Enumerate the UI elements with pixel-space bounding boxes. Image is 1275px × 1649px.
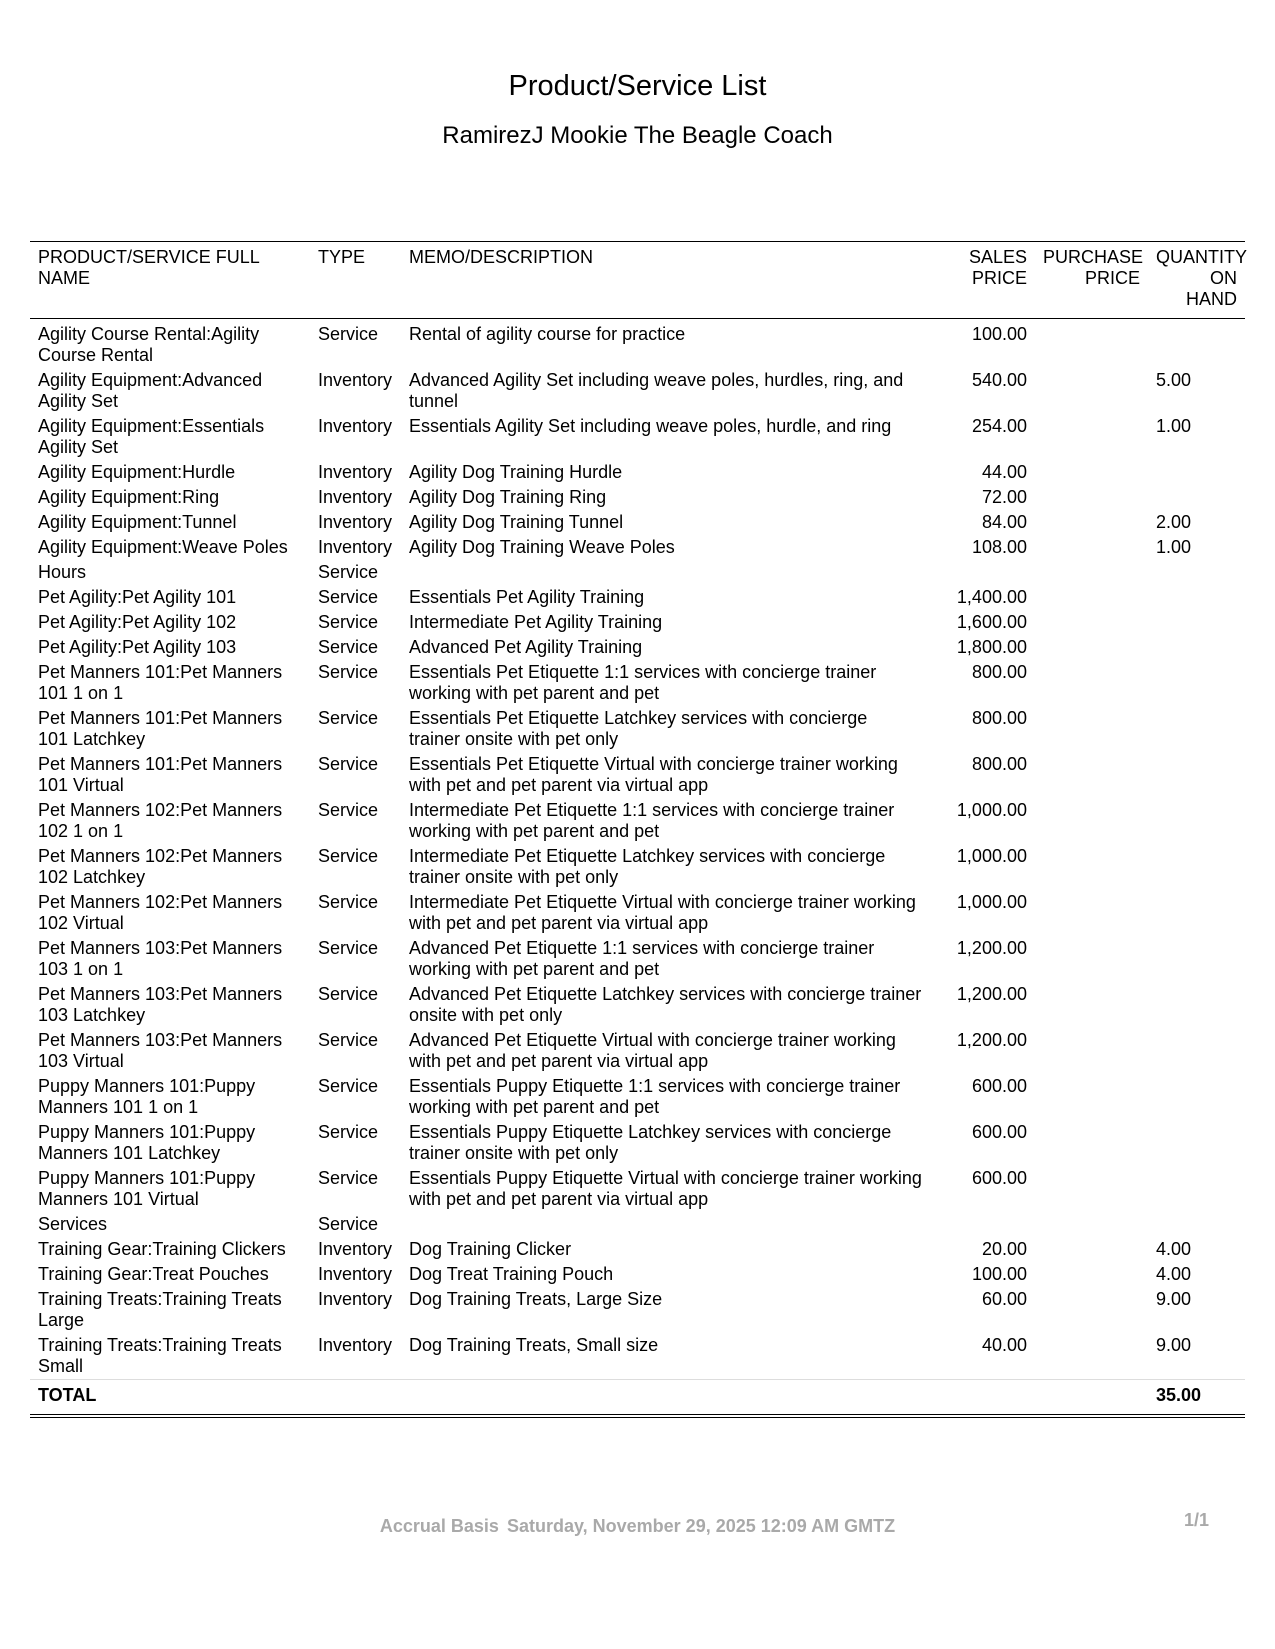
table-row: [30, 319, 1245, 369]
cell-name: Pet Manners 103:Pet Manners 103 1 on 1: [38, 938, 283, 979]
table-row: [30, 1287, 1245, 1333]
cell-memo: Essentials Puppy Etiquette Virtual with concierge trainer working with pet and pet parent via virtual app: [409, 1168, 922, 1209]
table-row: [30, 1237, 1245, 1262]
table-row: [30, 460, 1245, 485]
cell-memo: Dog Training Treats, Large Size: [409, 1289, 663, 1309]
table-row: [30, 706, 1245, 752]
cell-memo: Essentials Pet Etiquette Latchkey services with concierge trainer onsite with pet only: [409, 708, 868, 749]
table-row: [30, 585, 1245, 610]
cell-quantity-on-hand: 1.00: [1156, 416, 1192, 436]
cell-quantity-on-hand: [1148, 890, 1245, 936]
cell-quantity-on-hand: [1148, 1074, 1245, 1120]
table-row: [30, 485, 1245, 510]
cell-name: Training Treats:Training Treats Large: [38, 1289, 282, 1330]
cell-sales-price: 100.00: [971, 1264, 1027, 1284]
total-row: [30, 1380, 1245, 1417]
accounting-basis: Accrual Basis: [379, 1516, 499, 1536]
report-timestamp: Saturday, November 29, 2025 12:09 AM GMTZ: [506, 1516, 896, 1536]
cell-memo: Advanced Pet Etiquette Virtual with concierge trainer working with pet and pet parent via virtual app: [409, 1030, 896, 1071]
cell-quantity-on-hand: 9.00: [1156, 1335, 1192, 1355]
table-footer: [30, 1380, 1245, 1417]
cell-type: Inventory: [318, 512, 393, 532]
cell-memo: Essentials Pet Etiquette 1:1 services with concierge trainer working with pet parent and pet: [409, 662, 877, 703]
table-row: [30, 414, 1245, 460]
column-header-type: TYPE: [310, 242, 401, 319]
cell-quantity-on-hand: [1148, 319, 1245, 369]
cell-quantity-on-hand: 4.00: [1156, 1239, 1192, 1259]
cell-quantity-on-hand: 5.00: [1156, 370, 1192, 390]
total-sales-cell: [931, 1380, 1035, 1417]
cell-type: Inventory: [318, 1264, 393, 1284]
cell-sales-price: 1,200.00: [956, 984, 1027, 1004]
cell-memo: Essentials Pet Etiquette Virtual with concierge trainer working with pet and pet parent via virtual app: [409, 754, 898, 795]
cell-quantity-on-hand: [1148, 936, 1245, 982]
table-row: [30, 510, 1245, 535]
table-row: [30, 1333, 1245, 1380]
cell-memo: [401, 560, 931, 585]
table-row: [30, 560, 1245, 585]
table-row: [30, 798, 1245, 844]
cell-type: Service: [318, 892, 379, 912]
cell-sales-price: 20.00: [981, 1239, 1027, 1259]
table-row: [30, 610, 1245, 635]
cell-memo: Agility Dog Training Tunnel: [409, 512, 624, 532]
table-row: [30, 535, 1245, 560]
cell-name: Hours: [38, 562, 87, 582]
cell-sales-price: 800.00: [971, 662, 1027, 682]
cell-name: Agility Equipment:Weave Poles: [38, 537, 288, 557]
cell-name: Pet Manners 102:Pet Manners 102 1 on 1: [38, 800, 283, 841]
cell-quantity-on-hand: [1148, 1120, 1245, 1166]
cell-memo: Essentials Agility Set including weave poles, hurdle, and ring: [409, 416, 892, 436]
cell-purchase-price: [1035, 1074, 1148, 1120]
cell-quantity-on-hand: 4.00: [1156, 1264, 1192, 1284]
total-quantity: 35.00: [1148, 1380, 1245, 1417]
cell-type: Inventory: [318, 370, 393, 390]
cell-memo: Intermediate Pet Etiquette Latchkey services with concierge trainer onsite with pet only: [409, 846, 886, 887]
cell-quantity-on-hand: [1148, 1212, 1245, 1237]
cell-type: Service: [318, 708, 379, 728]
cell-purchase-price: [1035, 460, 1148, 485]
cell-sales-price: 1,000.00: [956, 846, 1027, 866]
cell-name: Agility Equipment:Ring: [38, 487, 220, 507]
cell-name: Pet Manners 101:Pet Manners 101 1 on 1: [38, 662, 283, 703]
cell-name: Pet Manners 103:Pet Manners 103 Latchkey: [38, 984, 283, 1025]
cell-purchase-price: [1035, 319, 1148, 369]
table-row: [30, 635, 1245, 660]
table-row: [30, 982, 1245, 1028]
cell-purchase-price: [1035, 1262, 1148, 1287]
cell-type: Service: [318, 1076, 379, 1096]
column-header-quantity-on-hand: QUANTITY ON HAND: [1148, 242, 1245, 319]
cell-memo: Agility Dog Training Weave Poles: [409, 537, 675, 557]
cell-type: Inventory: [318, 1239, 393, 1259]
cell-name: Pet Manners 103:Pet Manners 103 Virtual: [38, 1030, 283, 1071]
cell-quantity-on-hand: [1148, 635, 1245, 660]
cell-purchase-price: [1035, 982, 1148, 1028]
cell-sales-price: 84.00: [981, 512, 1027, 532]
cell-memo: Agility Dog Training Hurdle: [409, 462, 623, 482]
cell-sales-price: 540.00: [971, 370, 1027, 390]
column-header-name: PRODUCT/SERVICE FULL NAME: [30, 242, 310, 319]
cell-quantity-on-hand: 1.00: [1156, 537, 1192, 557]
column-header-sales-price: SALES PRICE: [931, 242, 1035, 319]
cell-sales-price: 1,600.00: [956, 612, 1027, 632]
report-footer: [0, 1516, 1275, 1537]
cell-quantity-on-hand: 2.00: [1156, 512, 1192, 532]
cell-type: Inventory: [318, 462, 393, 482]
cell-sales-price: 60.00: [981, 1289, 1027, 1309]
cell-sales-price: 800.00: [971, 754, 1027, 774]
total-label: TOTAL: [30, 1380, 310, 1417]
cell-purchase-price: [1035, 1166, 1148, 1212]
cell-type: Inventory: [318, 537, 393, 557]
cell-memo: Intermediate Pet Etiquette Virtual with concierge trainer working with pet and pet parent via virtual app: [409, 892, 916, 933]
cell-purchase-price: [1035, 635, 1148, 660]
total-memo-cell: [401, 1380, 931, 1417]
cell-purchase-price: [1035, 1212, 1148, 1237]
cell-type: Service: [318, 1030, 379, 1050]
cell-sales-price: 72.00: [981, 487, 1027, 507]
cell-memo: Advanced Agility Set including weave poles, hurdles, ring, and tunnel: [409, 370, 904, 411]
cell-sales-price: 1,200.00: [956, 1030, 1027, 1050]
cell-name: Pet Manners 102:Pet Manners 102 Virtual: [38, 892, 283, 933]
cell-name: Training Gear:Treat Pouches: [38, 1264, 269, 1284]
company-name: RamirezJ Mookie The Beagle Coach: [442, 122, 833, 149]
cell-type: Service: [318, 637, 379, 657]
cell-name: Pet Manners 101:Pet Manners 101 Latchkey: [38, 708, 283, 749]
cell-type: Service: [318, 800, 379, 820]
cell-memo: Intermediate Pet Etiquette 1:1 services with concierge trainer working with pet parent and pet: [409, 800, 895, 841]
cell-purchase-price: [1035, 368, 1148, 414]
cell-sales-price: 44.00: [981, 462, 1027, 482]
cell-quantity-on-hand: [1148, 752, 1245, 798]
cell-purchase-price: [1035, 752, 1148, 798]
cell-quantity-on-hand: [1148, 485, 1245, 510]
cell-purchase-price: [1035, 1333, 1148, 1380]
table-row: [30, 1028, 1245, 1074]
cell-memo: Dog Treat Training Pouch: [409, 1264, 614, 1284]
cell-type: Service: [318, 938, 379, 958]
table-row: [30, 890, 1245, 936]
cell-type: Service: [318, 1168, 379, 1188]
cell-sales-price: 1,000.00: [956, 800, 1027, 820]
table-row: [30, 660, 1245, 706]
cell-memo: Essentials Pet Agility Training: [409, 587, 645, 607]
cell-sales-price: 800.00: [971, 708, 1027, 728]
cell-name: Agility Equipment:Hurdle: [38, 462, 236, 482]
cell-purchase-price: [1035, 485, 1148, 510]
cell-memo: [401, 1212, 931, 1237]
cell-type: Service: [318, 562, 379, 582]
cell-memo: Essentials Puppy Etiquette Latchkey services with concierge trainer onsite with pet only: [409, 1122, 892, 1163]
cell-quantity-on-hand: [1148, 1166, 1245, 1212]
cell-name: Agility Course Rental:Agility Course Rental: [38, 324, 260, 365]
cell-type: Service: [318, 1214, 379, 1234]
cell-quantity-on-hand: [1148, 610, 1245, 635]
cell-quantity-on-hand: [1148, 560, 1245, 585]
cell-name: Training Gear:Training Clickers: [38, 1239, 286, 1259]
cell-name: Pet Manners 102:Pet Manners 102 Latchkey: [38, 846, 283, 887]
cell-name: Training Treats:Training Treats Small: [38, 1335, 282, 1376]
cell-purchase-price: [1035, 706, 1148, 752]
cell-sales-price: [931, 1212, 1035, 1237]
cell-memo: Agility Dog Training Ring: [409, 487, 607, 507]
cell-type: Service: [318, 612, 379, 632]
cell-purchase-price: [1035, 660, 1148, 706]
table-row: [30, 1166, 1245, 1212]
table-row: [30, 1074, 1245, 1120]
cell-name: Agility Equipment:Essentials Agility Set: [38, 416, 265, 457]
cell-name: Pet Agility:Pet Agility 103: [38, 637, 237, 657]
cell-quantity-on-hand: [1148, 982, 1245, 1028]
cell-type: Inventory: [318, 416, 393, 436]
cell-purchase-price: [1035, 844, 1148, 890]
table-row: [30, 844, 1245, 890]
cell-type: Service: [318, 754, 379, 774]
cell-purchase-price: [1035, 1237, 1148, 1262]
cell-type: Service: [318, 846, 379, 866]
column-header-memo: MEMO/DESCRIPTION: [401, 242, 931, 319]
cell-sales-price: 1,000.00: [956, 892, 1027, 912]
cell-sales-price: 600.00: [971, 1076, 1027, 1096]
cell-type: Inventory: [318, 1335, 393, 1355]
cell-purchase-price: [1035, 610, 1148, 635]
cell-sales-price: 108.00: [971, 537, 1027, 557]
table-header: [30, 242, 1248, 319]
total-type-cell: [310, 1380, 401, 1417]
cell-name: Pet Agility:Pet Agility 102: [38, 612, 237, 632]
cell-memo: Intermediate Pet Agility Training: [409, 612, 663, 632]
header-row: [30, 242, 1245, 319]
column-header-purchase-price: PURCHASE PRICE: [1035, 242, 1148, 319]
cell-type: Service: [318, 662, 379, 682]
product-service-table: [30, 241, 1248, 1418]
cell-purchase-price: [1035, 1120, 1148, 1166]
cell-quantity-on-hand: [1148, 585, 1245, 610]
table-body: [30, 319, 1245, 1380]
cell-name: Pet Agility:Pet Agility 101: [38, 587, 237, 607]
cell-sales-price: 40.00: [981, 1335, 1027, 1355]
cell-purchase-price: [1035, 585, 1148, 610]
table-row: [30, 936, 1245, 982]
cell-purchase-price: [1035, 560, 1148, 585]
table-row: [30, 752, 1245, 798]
cell-name: Pet Manners 101:Pet Manners 101 Virtual: [38, 754, 283, 795]
cell-name: Puppy Manners 101:Puppy Manners 101 Latchkey: [38, 1122, 256, 1163]
cell-type: Service: [318, 984, 379, 1004]
cell-name: Puppy Manners 101:Puppy Manners 101 Virtual: [38, 1168, 256, 1209]
cell-quantity-on-hand: [1148, 798, 1245, 844]
cell-name: Agility Equipment:Advanced Agility Set: [38, 370, 263, 411]
cell-sales-price: 600.00: [971, 1122, 1027, 1142]
cell-purchase-price: [1035, 1028, 1148, 1074]
cell-type: Inventory: [318, 487, 393, 507]
cell-memo: Essentials Puppy Etiquette 1:1 services with concierge trainer working with pet parent and pet: [409, 1076, 901, 1117]
cell-sales-price: 100.00: [971, 324, 1027, 344]
cell-quantity-on-hand: [1148, 1028, 1245, 1074]
table-row: [30, 368, 1245, 414]
total-purchase-cell: [1035, 1380, 1148, 1417]
table-row: [30, 1262, 1245, 1287]
cell-quantity-on-hand: [1148, 844, 1245, 890]
cell-memo: Advanced Pet Etiquette Latchkey services with concierge trainer onsite with pet only: [409, 984, 922, 1025]
cell-memo: Advanced Pet Etiquette 1:1 services with concierge trainer working with pet parent and pet: [409, 938, 875, 979]
cell-quantity-on-hand: [1148, 660, 1245, 706]
cell-memo: Advanced Pet Agility Training: [409, 637, 643, 657]
cell-quantity-on-hand: [1148, 460, 1245, 485]
cell-sales-price: 600.00: [971, 1168, 1027, 1188]
cell-type: Service: [318, 324, 379, 344]
cell-type: Service: [318, 1122, 379, 1142]
report-title: Product/Service List: [508, 70, 767, 102]
cell-memo: Rental of agility course for practice: [409, 324, 686, 344]
cell-quantity-on-hand: [1148, 706, 1245, 752]
cell-type: Service: [318, 587, 379, 607]
cell-sales-price: 1,800.00: [956, 637, 1027, 657]
cell-purchase-price: [1035, 798, 1148, 844]
cell-purchase-price: [1035, 890, 1148, 936]
cell-name: Services: [38, 1214, 108, 1234]
cell-type: Inventory: [318, 1289, 393, 1309]
cell-purchase-price: [1035, 936, 1148, 982]
cell-name: Agility Equipment:Tunnel: [38, 512, 237, 532]
cell-purchase-price: [1035, 1287, 1148, 1333]
cell-name: Puppy Manners 101:Puppy Manners 101 1 on 1: [38, 1076, 256, 1117]
cell-purchase-price: [1035, 414, 1148, 460]
cell-sales-price: 254.00: [971, 416, 1027, 436]
cell-quantity-on-hand: 9.00: [1156, 1289, 1192, 1309]
cell-sales-price: [931, 560, 1035, 585]
page-number: 1/1: [1183, 1510, 1209, 1530]
table-row: [30, 1212, 1245, 1237]
cell-purchase-price: [1035, 510, 1148, 535]
cell-memo: Dog Training Clicker: [409, 1239, 572, 1259]
table-row: [30, 1120, 1245, 1166]
cell-purchase-price: [1035, 535, 1148, 560]
cell-memo: Dog Training Treats, Small size: [409, 1335, 659, 1355]
cell-sales-price: 1,400.00: [956, 587, 1027, 607]
cell-sales-price: 1,200.00: [956, 938, 1027, 958]
